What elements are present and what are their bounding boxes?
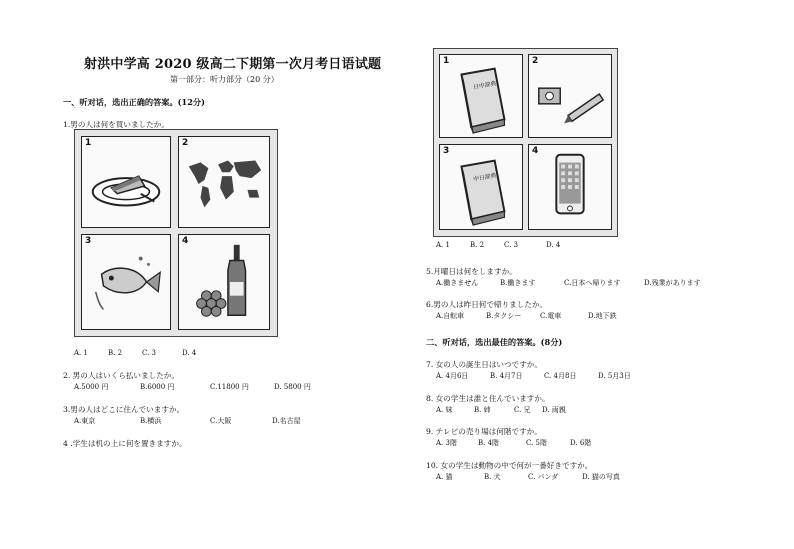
q1-options bbox=[74, 349, 274, 359]
q3-option-c[interactable]: C.大阪 bbox=[210, 417, 232, 425]
world-map-icon bbox=[179, 137, 269, 227]
q2-option-a[interactable]: A.5000 円 bbox=[74, 383, 109, 391]
q8-option-a[interactable]: A. 妹 bbox=[436, 406, 453, 414]
q1-image-number-2: 2 bbox=[182, 138, 189, 148]
q10-options bbox=[436, 472, 676, 482]
q10-option-b[interactable]: B. 犬 bbox=[484, 473, 501, 481]
q3-option-b[interactable]: B.横浜 bbox=[140, 417, 162, 425]
q2-options bbox=[74, 382, 334, 392]
q1-image-grid bbox=[74, 129, 278, 337]
q10-option-c[interactable]: C. パンダ bbox=[528, 473, 559, 481]
q9-option-b[interactable]: B. 4階 bbox=[478, 439, 500, 447]
q4-image-number-1: 1 bbox=[443, 56, 450, 66]
q9-text: 9. テレビの売り場は何階ですか。 bbox=[426, 427, 542, 436]
q7-text: 7. 女の人の誕生日はいつですか。 bbox=[426, 360, 542, 369]
q1-image-number-1: 1 bbox=[85, 138, 92, 148]
q3-option-d[interactable]: D.名古屋 bbox=[272, 417, 301, 425]
q10-option-d[interactable]: D. 猫の写真 bbox=[582, 473, 620, 481]
book-label-1: 日中辞典 bbox=[472, 81, 497, 92]
q2-text: 2. 男の人はいくら払いましたか。 bbox=[63, 371, 179, 380]
q5-option-c[interactable]: C.日本へ帰ります bbox=[564, 279, 621, 287]
q4-option-image-3 bbox=[439, 144, 523, 230]
q2-option-b[interactable]: B.6000 円 bbox=[140, 383, 175, 391]
q9-option-d[interactable]: D. 6階 bbox=[570, 439, 592, 447]
q1-option-b[interactable]: B. 2 bbox=[108, 349, 123, 357]
q6-options bbox=[436, 311, 696, 321]
q5-option-a[interactable]: A.働きません bbox=[436, 279, 479, 287]
fish-icon bbox=[82, 235, 170, 329]
q1-option-c[interactable]: C. 3 bbox=[142, 349, 157, 357]
wine-grapes-icon bbox=[179, 235, 269, 329]
q4-option-a[interactable]: A. 1 bbox=[436, 241, 450, 249]
q3-option-a[interactable]: A.東京 bbox=[74, 417, 96, 425]
q8-options bbox=[436, 405, 636, 415]
section2-heading: 二、听对话，选出最佳的答案。(8分) bbox=[426, 337, 563, 347]
q1-option-image-2 bbox=[178, 136, 270, 228]
section1-heading: 一、听对话，选出正确的答案。(12分) bbox=[63, 97, 205, 107]
exam-subtitle: 第一部分：听力部分（20 分） bbox=[170, 75, 279, 84]
q4-image-grid bbox=[433, 48, 618, 237]
q3-options bbox=[74, 416, 334, 426]
q6-option-c[interactable]: C.電車 bbox=[540, 312, 562, 320]
q7-option-c[interactable]: C. 4月8日 bbox=[544, 372, 577, 380]
q8-option-c[interactable]: C. 兄 bbox=[514, 406, 531, 414]
q4-option-c[interactable]: C. 3 bbox=[504, 241, 519, 249]
q1-option-image-4 bbox=[178, 234, 270, 330]
smartphone-icon bbox=[529, 145, 611, 229]
q1-text: 1.男の人は何を買いましたか。 bbox=[63, 120, 169, 129]
q1-image-number-4: 4 bbox=[182, 236, 189, 246]
q2-option-d[interactable]: D. 5800 円 bbox=[274, 383, 311, 391]
sharpener-pencil-icon bbox=[529, 55, 611, 137]
q1-option-image-1 bbox=[81, 136, 171, 228]
q4-option-b[interactable]: B. 2 bbox=[470, 241, 485, 249]
q9-options bbox=[436, 438, 636, 448]
q7-options bbox=[436, 371, 676, 381]
q1-option-image-3 bbox=[81, 234, 171, 330]
book-label-2: 中日辞典 bbox=[472, 173, 497, 184]
q5-options bbox=[436, 278, 736, 288]
q4-image-number-2: 2 bbox=[532, 56, 539, 66]
q10-text: 10. 女の学生は動物の中で何が一番好きですか。 bbox=[426, 461, 593, 470]
q4-option-image-1 bbox=[439, 54, 523, 138]
q6-option-a[interactable]: A.自転車 bbox=[436, 312, 465, 320]
q6-option-d[interactable]: D.地下鉄 bbox=[588, 312, 617, 320]
q1-option-d[interactable]: D. 4 bbox=[182, 349, 197, 357]
q7-option-b[interactable]: B. 4月7日 bbox=[490, 372, 523, 380]
q4-option-d[interactable]: D. 4 bbox=[546, 241, 561, 249]
q4-text: 4 .学生は机の上に何を置きますか。 bbox=[63, 439, 187, 448]
q2-option-c[interactable]: C.11800 円 bbox=[210, 383, 249, 391]
q9-option-a[interactable]: A. 3階 bbox=[436, 439, 457, 447]
q9-option-c[interactable]: C. 5階 bbox=[526, 439, 548, 447]
cake-plate-icon bbox=[82, 137, 170, 227]
q6-text: 6.男の人は昨日何で帰りましたか。 bbox=[426, 300, 548, 309]
q5-option-d[interactable]: D.残業があります bbox=[644, 279, 701, 287]
q5-text: 5.月曜日は何をしますか。 bbox=[426, 267, 517, 276]
q8-option-b[interactable]: B. 姉 bbox=[474, 406, 491, 414]
q5-option-b[interactable]: B.働きます bbox=[500, 279, 536, 287]
q4-image-number-3: 3 bbox=[443, 146, 450, 156]
q4-option-image-2 bbox=[528, 54, 612, 138]
q6-option-b[interactable]: B.タクシー bbox=[486, 312, 522, 320]
q1-option-a[interactable]: A. 1 bbox=[74, 349, 88, 357]
q7-option-d[interactable]: D. 5月3日 bbox=[598, 372, 631, 380]
chinese-dictionary-icon bbox=[440, 145, 522, 229]
q4-option-image-4 bbox=[528, 144, 612, 230]
q4-image-number-4: 4 bbox=[532, 146, 539, 156]
q1-image-number-3: 3 bbox=[85, 236, 92, 246]
q10-option-a[interactable]: A. 猫 bbox=[436, 473, 453, 481]
q3-text: 3.男の人はどこに住んでいますか。 bbox=[63, 405, 185, 414]
q8-text: 8. 女の学生は誰と住んでいますか。 bbox=[426, 394, 550, 403]
exam-title: 射洪中学高 2020 级高二下期第一次月考日语试题 bbox=[84, 57, 382, 72]
q4-options bbox=[436, 241, 636, 251]
q7-option-a[interactable]: A. 4月6日 bbox=[436, 372, 469, 380]
q8-option-d[interactable]: D. 両親 bbox=[542, 406, 566, 414]
japanese-dictionary-icon bbox=[440, 55, 522, 137]
